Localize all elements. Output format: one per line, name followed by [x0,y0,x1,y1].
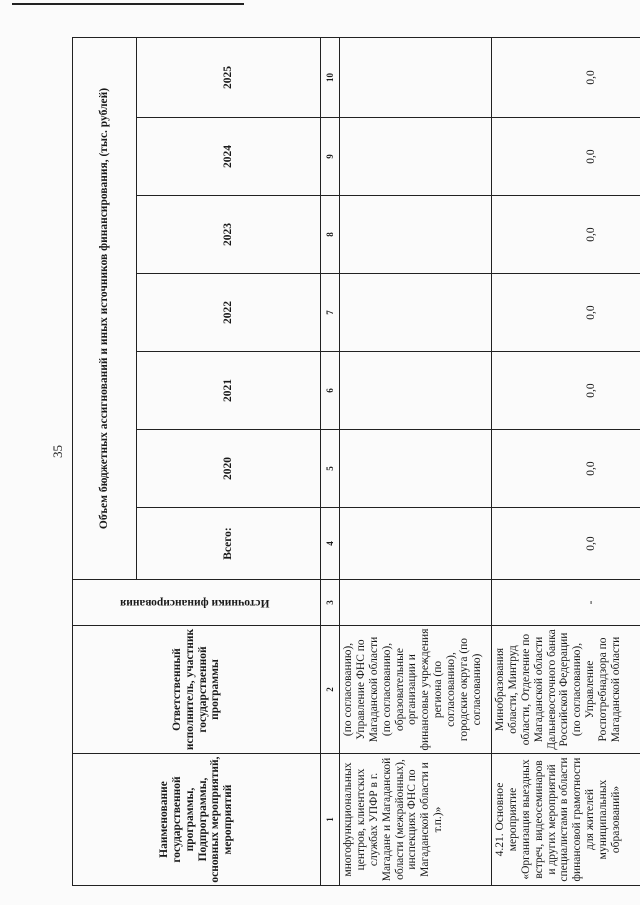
column-number: 4 [321,508,340,580]
header-name: Наименование государственной программы, Подпрограммы, основных мероприятий, мероприятий [73,754,321,886]
row-total [340,508,492,580]
row-executor: (по согласованию), Управление ФНС по Магаданской области (по согласованию), образовательные организации и финансовые учреждения региона (по согласованию), городские округа (по согласованию) [340,626,492,754]
row-total: 0,0 [492,508,640,580]
row-name: многофункциональных центров, клиентских службах УПФР в г. Магадане и Магаданской области (межрайонных), инспекциях ФНС по Магаданской области и т.п.)» [340,754,492,886]
row-value: 0,0 [492,118,640,196]
row-source [340,580,492,626]
page-number: 35 [50,445,65,458]
header-year: 2022 [137,274,321,352]
table-row [492,37,640,885]
column-number: 10 [321,37,340,117]
row-value: 0,0 [492,274,640,352]
row-value: 0,0 [492,352,640,430]
row-value [340,196,492,274]
column-number: 1 [321,754,340,886]
header-year: 2020 [137,430,321,508]
header-total: Всего: [137,508,321,580]
row-value [340,352,492,430]
row-value: 0,0 [492,196,640,274]
column-number: 7 [321,274,340,352]
header-funding-group: Объем бюджетных ассигнований и иных источников финансирования, (тыс. рублей) [73,37,137,579]
table-row [340,37,492,885]
row-value [340,37,492,117]
rotated-table-container [72,38,622,886]
funding-table [72,37,640,886]
column-number: 8 [321,196,340,274]
column-number: 2 [321,626,340,754]
header-executor: Ответственный исполнитель, участник государственной программы [73,626,321,754]
header-year: 2023 [137,196,321,274]
column-number: 5 [321,430,340,508]
column-number: 6 [321,352,340,430]
header-year: 2024 [137,118,321,196]
row-value: 0,0 [492,37,640,117]
row-source: - [492,580,640,626]
scan-edge-line [12,3,244,5]
column-number: 9 [321,118,340,196]
row-name: 4.21. Основное мероприятие «Организация выездных встреч, видеосеминаров и других мероприятий специалистами в области финансовой грамотности для жителей муниципальных образований» [492,754,640,886]
row-value [340,118,492,196]
header-year: 2021 [137,352,321,430]
header-year: 2025 [137,37,321,117]
row-value: 0,0 [492,430,640,508]
row-executor: Минобразования области, Минтруд области, Отделение по Магаданской области Дальневосточного банка Российской Федерации (по согласованию), Управление Роспотребнадзора по Магаданской области [492,626,640,754]
row-value [340,274,492,352]
row-value [340,430,492,508]
header-source-cell [73,580,321,626]
header-source: Источники финансирования [119,596,270,609]
column-number: 3 [321,580,340,626]
